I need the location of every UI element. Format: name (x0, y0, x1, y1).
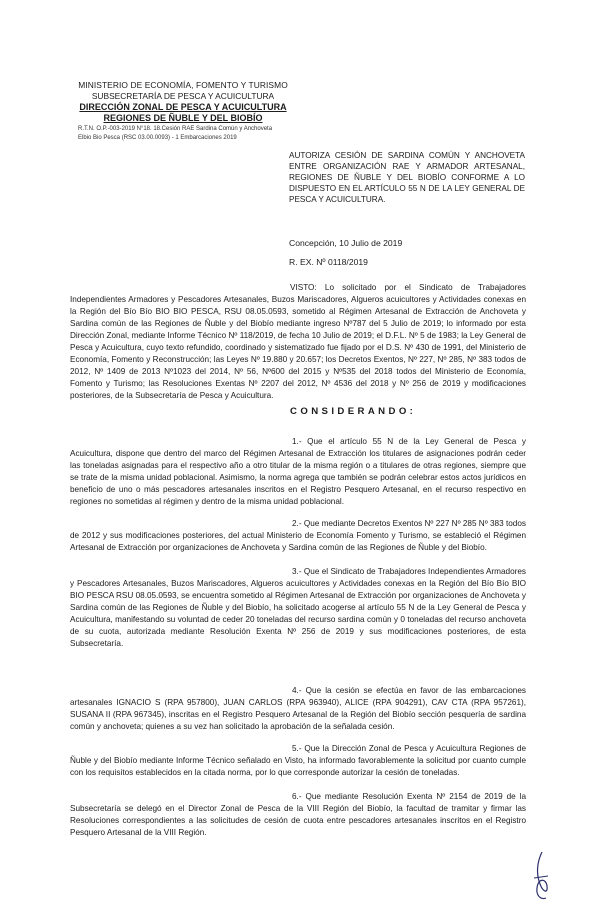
considerando-paragraph-6 (70, 791, 526, 839)
letterhead (78, 80, 288, 142)
considerando-paragraph-3 (70, 566, 526, 650)
paragraph-1-text: 1.- Que el artículo 55 N de la Ley General de Pesca y Acuicultura, dispone que dentro del marco del Régimen Artesanal de Extracción los titulares de asignaciones podrán ceder las toneladas asignadas para el respectivo año a otro titular de la misma región o a titulares de otras regiones, siempre que se trate de la misma unidad poblacional. Asimismo, la norma agrega que también se podrán celebrar estos actos jurídicos en beneficio de uno o más pescadores artesanales inscritos en el Registro Pesquero Artesanal, en el recurso respectivo en regiones no sometidas al régimen y dentro de la misma unidad poblacional. (70, 437, 526, 506)
paragraph-6-text: 6.- Que mediante Resolución Exenta Nº 2154 de 2019 de la Subsecretaría se delegó en el Director Zonal de Pesca de la VIII Región del Biobío, la facultad de tramitar y firmar las Resoluciones correspondientes a las solicitudes de cesión de cuota entre pescadores artesanales inscritos en el Registro Pesquero Artesanal de la VIII Región. (70, 792, 526, 837)
initials-signature-icon (528, 848, 554, 904)
place-date: Concepción, 10 Julio de 2019 (289, 238, 403, 248)
considerando-paragraph-2 (70, 518, 526, 554)
paragraph-2-text: 2.- Que mediante Decretos Exentos Nº 227 Nº 285 Nº 383 todos de 2012 y sus modificaciones posteriores, del actual Ministerio de Economía Fomento y Turismo, se estableció el Régimen Artesanal de Extracción por organizaciones de Anchoveta y Sardina común de las Regiones de Ñuble y del Biobío. (70, 519, 526, 552)
subsecretaria-name: SUBSECRETARÍA DE PESCA Y ACUICULTURA (91, 91, 275, 101)
visto-lead: VISTO: (290, 283, 317, 292)
considerando-paragraph-1 (70, 436, 526, 508)
resolution-number: R. EX. Nº 0118/2019 (289, 257, 368, 267)
reference-line-2: Elbio Bio Pesca (RSC 03.00.0093) - 1 Embarcaciones 2019 (78, 135, 237, 141)
regiones-name: REGIONES DE ÑUBLE Y DEL BIOBÍO (103, 113, 263, 123)
visto-section (70, 282, 526, 402)
considerando-heading: CONSIDERANDO: (290, 406, 417, 417)
ministry-name: MINISTERIO DE ECONOMÍA, FOMENTO Y TURISMO (78, 80, 288, 90)
considerando-paragraph-4 (70, 685, 526, 733)
visto-text: Lo solicitado por el Sindicato de Trabajadores Independientes Armadores y Pescadores Artesanales, Buzos Mariscadores, Algueros acuicultores y Actividades conexas en la Región del Bío Bío BIO BIO PESCA, RSU 08.05.0593, sometido al Régimen Artesanal de Extracción de Anchoveta y Sardina común de las Regiones de Ñuble y del Biobío mediante ingreso Nº787 del 5 Julio de 2019; lo informado por esta Dirección Zonal, mediante Informe Técnico Nº 118/2019, de fecha 10 Julio de 2019; el D.F.L. Nº 5 de 1983; la Ley General de Pesca y Acuicultura, cuyo texto refundido, coordinado y sistematizado fue fijado por el D.S. Nº 430 de 1991, del Ministerio de Economía, Fomento y Reconstrucción; las Leyes Nº 19.880 y 20.657; los Decretos Exentos, Nº 227, Nº 285, Nº 383 todos de 2012, Nº 1409 de 2013 Nº1023 del 2014, Nº 56, Nº600 del 2015 y Nº535 del 2018 todos del Ministerio de Economía, Fomento y Turismo; las Resoluciones Exentas Nº 2207 del 2012, Nº 4536 del 2018 y Nº 256 de 2019 y modificaciones posteriores, de la Subsecretaría de Pesca y Acuicultura. (70, 283, 526, 400)
direccion-name: DIRECCIÓN ZONAL DE PESCA Y ACUICULTURA (79, 102, 287, 112)
considerando-paragraph-5 (70, 743, 526, 779)
paragraph-3-text: 3.- Que el Sindicato de Trabajadores Independientes Armadores y Pescadores Artesanales, Buzos Mariscadores, Algueros acuicultores y Actividades conexas en la Región del Bío Bío BIO BIO PESCA RSU 08.05.0593, se encuentra sometido al Régimen Artesanal de Extracción por organizaciones de Anchoveta y Sardina común de las Regiones de Ñuble y del Biobío, ha solicitado acogerse al artículo 55 N de la Ley General de Pesca y Acuicultura, manifestando su voluntad de ceder 20 toneladas del recurso sardina común y 0 toneladas del recurso anchoveta de su cuota, autorizada mediante Resolución Exenta Nº 256 de 2019 y sus modificaciones posteriores, de esta Subsecretaría. (70, 567, 526, 648)
resolution-subject: AUTORIZA CESIÓN DE SARDINA COMÚN Y ANCHOVETA ENTRE ORGANIZACIÓN RAE Y ARMADOR ARTESANAL, REGIONES DE ÑUBLE Y DEL BIOBÍO CONFORME A LO DISPUESTO EN EL ARTÍCULO 55 N DE LA LEY GENERAL DE PESCA Y ACUICULTURA. (289, 151, 525, 204)
reference-line-1: R.T.N. O.P.-003-2019 N°18. 18.Cesión RAE Sardina Común y Anchoveta (78, 126, 273, 132)
paragraph-5-text: 5.- Que la Dirección Zonal de Pesca y Acuicultura Regiones de Ñuble y del Biobío mediante Informe Técnico señalado en Visto, ha informado favorablemente la solicitud por cuanto cumple con los requisitos establecidos en la citada norma, por lo que corresponde autorizar la cesión de toneladas. (70, 744, 526, 777)
paragraph-4-text: 4.- Que la cesión se efectúa en favor de las embarcaciones artesanales IGNACIO S (RPA 957800), JUAN CARLOS (RPA 963940), ALICE (RPA 904291), CAV CTA (RPA 957261), SUSANA II (RPA 967345), inscritas en el Registro Pesquero Artesanal de la Región del Biobío sección pesquería de sardina común y anchoveta; quienes a su vez han solicitado la aprobación de la señalada cesión. (70, 686, 526, 731)
